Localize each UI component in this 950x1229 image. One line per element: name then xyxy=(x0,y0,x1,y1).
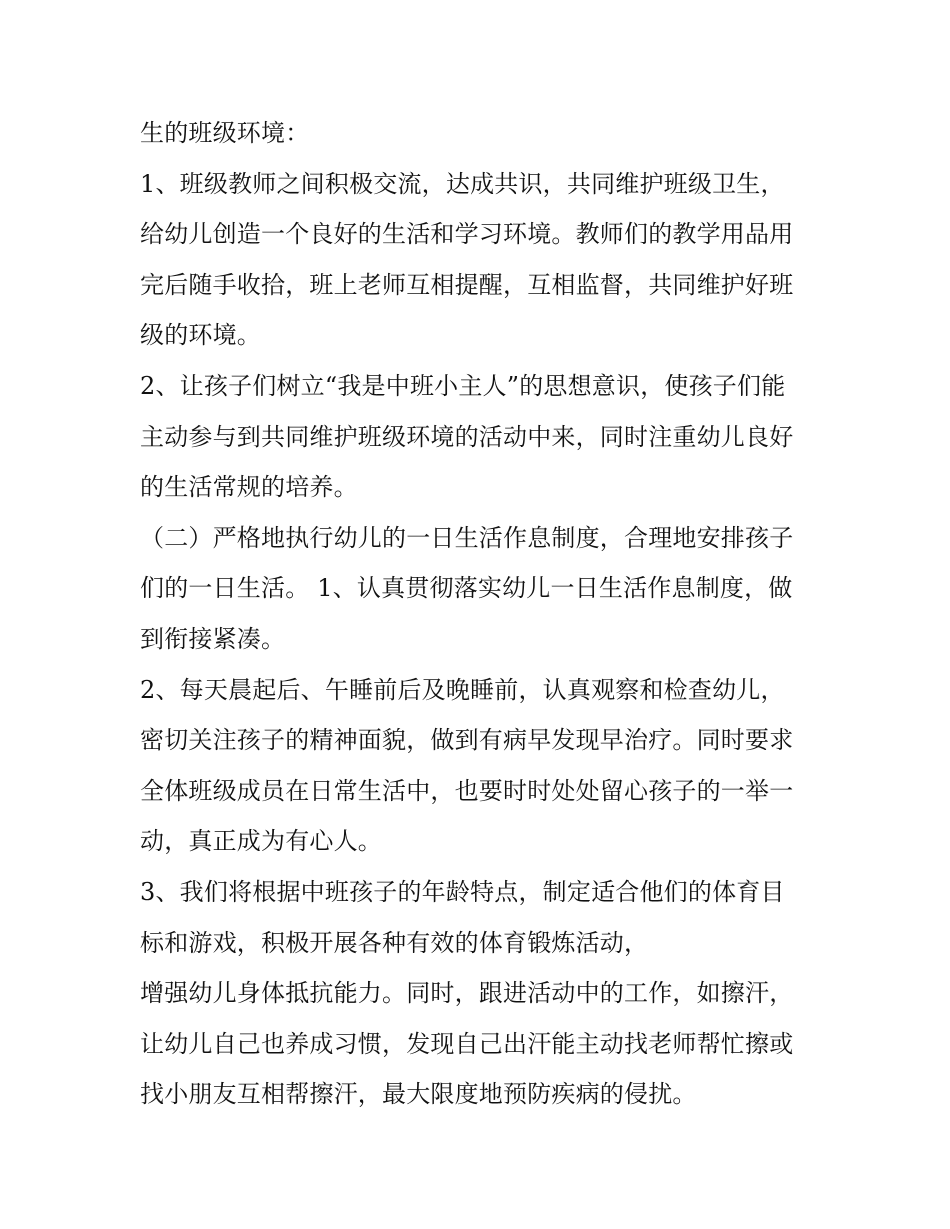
text-line-11: 到衔接紧凑。 xyxy=(140,624,286,653)
text-line-10: 们的一日生活。 1、认真贯彻落实幼儿一日生活作息制度，做 xyxy=(140,574,793,603)
text-line-1: 生的班级环境： xyxy=(140,119,310,147)
text-line-20: 找小朋友互相帮擦汗，最大限度地预防疾病的侵扰。 xyxy=(140,1080,697,1109)
text-line-19: 让幼儿自己也养成习惯，发现自己出汗能主动找老师帮忙擦或 xyxy=(140,1029,794,1058)
text-line-12: 2、每天晨起后、午睡前后及晚睡前，认真观察和检查幼儿， xyxy=(140,675,785,704)
document-body xyxy=(140,108,830,1120)
text-line-14: 全体班级成员在日常生活中，也要时时处处留心孩子的一举一 xyxy=(140,776,794,805)
text-line-6: 2、让孩子们树立“我是中班小主人”的思想意识，使孩子们能 xyxy=(140,371,786,400)
text-line-7: 主动参与到共同维护班级环境的活动中来，同时注重幼儿良好 xyxy=(140,422,794,451)
text-line-3: 给幼儿创造一个良好的生活和学习环境。教师们的教学用品用 xyxy=(140,220,794,249)
text-line-13: 密切关注孩子的精神面貌，做到有病早发现早治疗。同时要求 xyxy=(140,726,794,755)
text-line-2: 1、班级教师之间积极交流，达成共识，共同维护班级卫生， xyxy=(140,169,785,198)
text-line-15: 动，真正成为有心人。 xyxy=(140,827,382,856)
text-line-8: 的生活常规的培养。 xyxy=(140,473,358,502)
text-line-18: 增强幼儿身体抵抗能力。同时，跟进活动中的工作，如擦汗， xyxy=(140,979,794,1008)
text-line-16: 3、我们将根据中班孩子的年龄特点，制定适合他们的体育目 xyxy=(140,877,785,906)
text-line-17: 标和游戏，积极开展各种有效的体育锻炼活动， xyxy=(140,928,649,957)
text-line-9: （二）严格地执行幼儿的一日生活作息制度，合理地安排孩子 xyxy=(140,523,794,552)
text-line-4: 完后随手收拾，班上老师互相提醒，互相监督，共同维护好班 xyxy=(140,270,794,299)
text-line-5: 级的环境。 xyxy=(140,321,261,350)
